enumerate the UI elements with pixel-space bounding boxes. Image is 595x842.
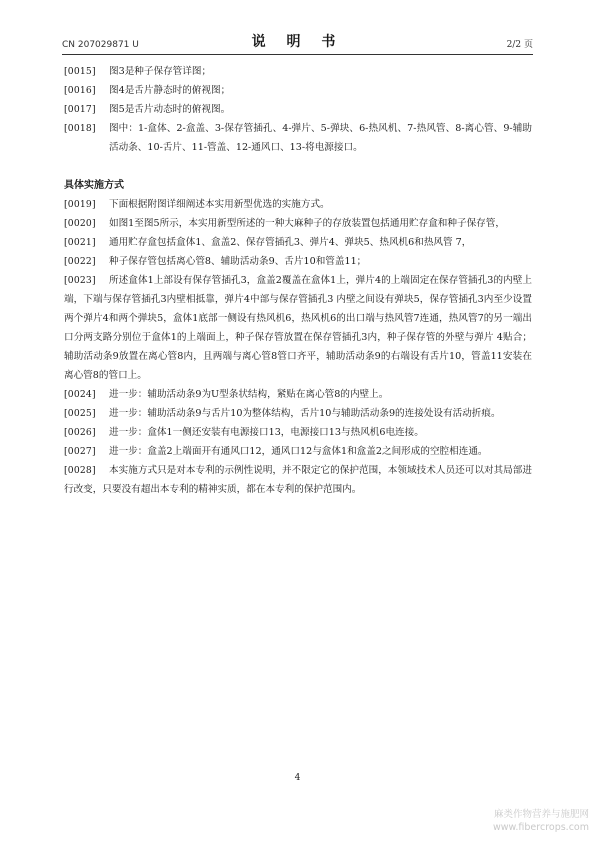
paragraph-number: [0027] (64, 446, 96, 457)
watermark (493, 808, 589, 834)
page-number: 4 (294, 773, 301, 783)
paragraph-text: 图3是种子保存管详图； (109, 66, 212, 77)
paragraph-text: 图中：1-盒体、2-盒盖、3-保存管插孔、4-弹片、5-弹块、6-热风机、7-热风管、8-离心管、9-辅助活动条、10-舌片、11-管盖、12-通风口、13-将电源接口。 (109, 123, 532, 153)
watermark-site-name: 麻类作物营养与施肥网 (493, 809, 589, 820)
paragraph-text: 种子保存管包括离心管8、辅助活动条9、舌片10和管盖11； (109, 256, 367, 267)
paragraph-text: 所述盒体1上部设有保存管插孔3，盒盖2覆盖在盒体1上，弹片4的上端固定在保存管插孔3的内壁上端，下端与保存管插孔3内壁相抵靠，弹片4中部与保存管插孔3 内壁之间设有弹块5，保存管插孔3内至少设置两个弹片4和两个弹块5，盒体1底部一侧设有热风机6，热风机6的出口端与热风管7连通，热风管7的另一端出口分两支路分别位于盒体1的上端面上，种子保存管放置在保存管插孔3内，种子保存管的外壁与弹片 4贴合；辅助活动条9放置在离心管8内，且两端与离心管8管口齐平，辅助活动条9的右端设有舌片10，管盖11安装在离心管8的管口上。 (64, 275, 532, 381)
document-body (64, 62, 532, 499)
paragraph-number: [0021] (64, 237, 96, 248)
page-indicator: 2/2 页 (506, 40, 533, 50)
paragraph-number: [0022] (64, 256, 96, 267)
paragraph-0027 (64, 442, 532, 461)
paragraph-text: 本实施方式只是对本专利的示例性说明，并不限定它的保护范围，本领域技术人员还可以对其局部进行改变，只要没有超出本专利的精神实质，都在本专利的保护范围内。 (64, 465, 532, 495)
paragraph-number: [0026] (64, 427, 96, 438)
paragraph-0021 (64, 233, 532, 252)
section-title: 具体实施方式 (64, 180, 124, 191)
paragraph-number: [0024] (64, 389, 96, 400)
paragraph-text: 图5是舌片动态时的俯视图。 (109, 104, 231, 115)
paragraph-0016 (64, 81, 532, 100)
paragraph-0026 (64, 423, 532, 442)
paragraph-number: [0028] (64, 465, 96, 476)
paragraph-text: 进一步：辅助活动条9为U型条状结构，紧贴在离心管8的内壁上。 (109, 389, 389, 400)
watermark-url: www.fibercrops.com (492, 822, 589, 833)
paragraph-0019 (64, 195, 532, 214)
paragraph-text: 进一步：盒盖2上端面开有通风口12，通风口12与盒体1和盒盖2之间形成的空腔相连通。 (109, 446, 488, 457)
patent-number: CN 207029871 U (62, 40, 139, 50)
paragraph-number: [0020] (64, 218, 96, 229)
paragraph-number: [0019] (64, 199, 96, 210)
paragraph-text: 通用贮存盒包括盒体1、盒盖2、保存管插孔3、弹片4、弹块5、热风机6和热风管 7， (109, 237, 472, 248)
paragraph-0023 (64, 271, 532, 385)
page-header (62, 30, 533, 55)
paragraph-0017 (64, 100, 532, 119)
paragraph-0015 (64, 62, 532, 81)
paragraph-text: 如图1至图5所示，本实用新型所述的一种大麻种子的存放装置包括通用贮存盒和种子保存管， (109, 218, 505, 229)
spacer (64, 157, 532, 176)
document-title: 说 明 书 (251, 34, 344, 50)
paragraph-number: [0023] (64, 275, 96, 286)
paragraph-0025 (64, 404, 532, 423)
paragraph-0018 (64, 119, 532, 157)
paragraph-0028 (64, 461, 532, 499)
paragraph-0024 (64, 385, 532, 404)
paragraph-text: 进一步：辅助活动条9与舌片10为整体结构，舌片10与辅助活动条9的连接处设有活动折痕。 (109, 408, 501, 419)
paragraph-number: [0015] (64, 66, 96, 77)
paragraph-text: 图4是舌片静态时的俯视图； (109, 85, 231, 96)
paragraph-number: [0025] (64, 408, 96, 419)
paragraph-text: 下面根据附图详细阐述本实用新型优选的实施方式。 (109, 199, 330, 210)
paragraph-0020 (64, 214, 532, 233)
paragraph-text: 进一步：盒体1一侧还安装有电源接口13，电源接口13与热风机6电连接。 (109, 427, 424, 438)
paragraph-number: [0018] (64, 123, 96, 134)
paragraph-number: [0016] (64, 85, 96, 96)
paragraph-0022 (64, 252, 532, 271)
paragraph-number: [0017] (64, 104, 96, 115)
